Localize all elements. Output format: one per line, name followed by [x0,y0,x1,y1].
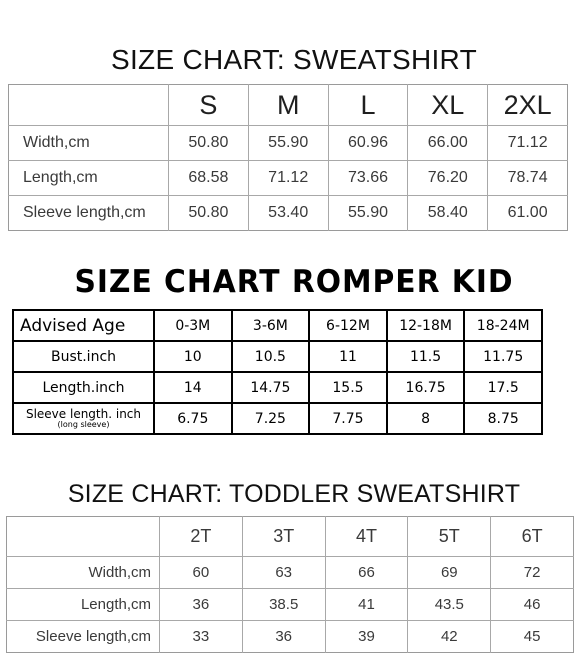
value-cell: 69 [408,557,491,589]
value-cell: 72 [491,557,574,589]
value-cell: 10.5 [232,341,310,372]
value-cell: 42 [408,621,491,653]
row-label: Width,cm [7,557,160,589]
corner-cell [7,517,160,557]
value-cell: 55.90 [248,126,328,161]
value-cell: 8 [387,403,465,434]
size-header: 6-12M [309,310,387,341]
value-cell: 53.40 [248,196,328,231]
value-cell: 60.96 [328,126,408,161]
value-cell: 55.90 [328,196,408,231]
size-header: L [328,85,408,126]
value-cell: 61.00 [488,196,568,231]
size-header: 6T [491,517,574,557]
sweatshirt-title: SIZE CHART: SWEATSHIRT [111,44,477,75]
value-cell: 39 [325,621,408,653]
row-label: Bust.inch [13,341,154,372]
value-cell: 60 [160,557,243,589]
row-label: Sleeve length,cm [7,621,160,653]
size-header: 4T [325,517,408,557]
value-cell: 36 [160,589,243,621]
row-label: Length,cm [7,589,160,621]
value-cell: 58.40 [408,196,488,231]
value-cell: 15.5 [309,372,387,403]
size-header: M [248,85,328,126]
header-row [7,517,574,557]
size-header: XL [408,85,488,126]
header-row [9,85,568,126]
value-cell: 11 [309,341,387,372]
size-header: 5T [408,517,491,557]
value-cell: 7.75 [309,403,387,434]
value-cell: 14 [154,372,232,403]
value-cell: 63 [242,557,325,589]
value-cell: 50.80 [169,196,249,231]
table-row [13,341,542,372]
value-cell: 46 [491,589,574,621]
romper-size-table [12,309,543,435]
size-header: 3T [242,517,325,557]
value-cell: 14.75 [232,372,310,403]
size-header: 18-24M [464,310,542,341]
size-header: 0-3M [154,310,232,341]
sleeve-sublabel: (long sleeve) [57,420,110,429]
value-cell: 38.5 [242,589,325,621]
table-row [9,126,568,161]
size-header: S [169,85,249,126]
value-cell: 11.75 [464,341,542,372]
size-header: 3-6M [232,310,310,341]
value-cell: 6.75 [154,403,232,434]
value-cell: 11.5 [387,341,465,372]
value-cell: 33 [160,621,243,653]
value-cell: 71.12 [248,161,328,196]
table-row [13,403,542,434]
size-header: 2T [160,517,243,557]
value-cell: 16.75 [387,372,465,403]
value-cell: 36 [242,621,325,653]
header-row [13,310,542,341]
row-label [13,403,154,434]
size-header: 12-18M [387,310,465,341]
value-cell: 45 [491,621,574,653]
table-row [7,589,574,621]
table-row [9,196,568,231]
corner-cell [9,85,169,126]
value-cell: 17.5 [464,372,542,403]
value-cell: 66 [325,557,408,589]
value-cell: 68.58 [169,161,249,196]
value-cell: 78.74 [488,161,568,196]
row-label: Length,cm [9,161,169,196]
toddler-size-table [6,516,574,653]
value-cell: 71.12 [488,126,568,161]
sweatshirt-size-table [8,84,568,231]
value-cell: 66.00 [408,126,488,161]
row-label: Length.inch [13,372,154,403]
value-cell: 7.25 [232,403,310,434]
value-cell: 76.20 [408,161,488,196]
value-cell: 8.75 [464,403,542,434]
table-row [7,621,574,653]
table-row [9,161,568,196]
table-row [13,372,542,403]
value-cell: 73.66 [328,161,408,196]
toddler-title: SIZE CHART: TODDLER SWEATSHIRT [67,480,521,508]
size-header: 2XL [488,85,568,126]
row-label: Sleeve length,cm [9,196,169,231]
sleeve-label: Sleeve length. inch [25,407,142,421]
row-label: Width,cm [9,126,169,161]
advised-age-header: Advised Age [13,310,154,341]
value-cell: 43.5 [408,589,491,621]
value-cell: 50.80 [169,126,249,161]
value-cell: 10 [154,341,232,372]
value-cell: 41 [325,589,408,621]
romper-title: SIZE CHART ROMPER KID [74,264,514,300]
table-row [7,557,574,589]
